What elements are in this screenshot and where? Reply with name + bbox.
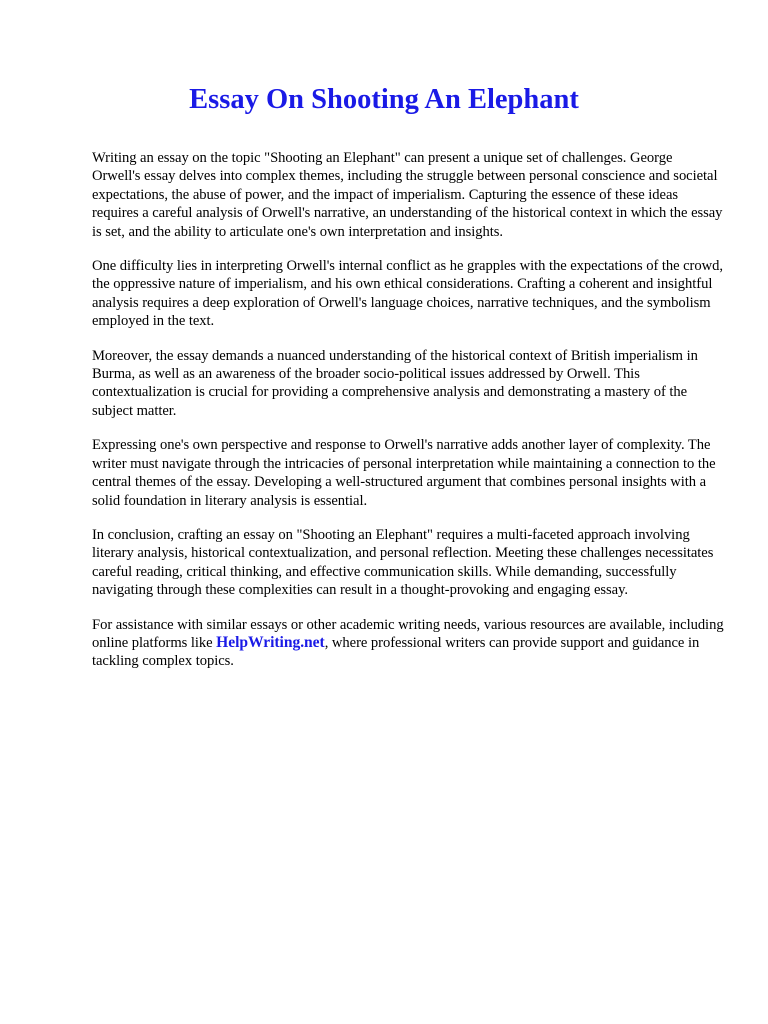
helpwriting-link[interactable]: HelpWriting.net (216, 633, 325, 651)
paragraph-resources (92, 616, 724, 671)
paragraph-difficulty: One difficulty lies in interpreting Orwell's internal conflict as he grapples with the expectations of the crowd, the oppressive nature of imperialism, and his own ethical considerations. Crafting a coherent and insightful analysis requires a deep exploration of Orwell's language choices, narrative techniques, and the symbolism employed in the text. (92, 258, 723, 330)
resources-text-after-link: , where professional writers can provide support and guidance in tackling complex topics. (92, 634, 700, 670)
paragraph-context: Moreover, the essay demands a nuanced understanding of the historical context of British imperialism in Burma, as well as an awareness of the broader socio-political issues addressed by Orwell. This contextualization is crucial for providing a comprehensive analysis and demonstrating a mastery of the subject matter. (92, 347, 698, 419)
paragraph-conclusion: In conclusion, crafting an essay on "Shooting an Elephant" requires a multi-faceted approach involving literary analysis, historical contextualization, and personal reflection. Meeting these challenges necessitates careful reading, critical thinking, and effective communication skills. While demanding, successfully navigating through these complexities can result in a thought-provoking and engaging essay. (92, 526, 714, 599)
resources-text-before-link: For assistance with similar essays or other academic writing needs, various resources are available, including online platforms like (92, 616, 724, 651)
paragraph-perspective: Expressing one's own perspective and response to Orwell's narrative adds another layer of complexity. The writer must navigate through the intricacies of personal interpretation while maintaining a connection to the central themes of the essay. Developing a well-structured argument that combines personal insights with a solid foundation in literary analysis is essential. (92, 437, 716, 509)
paragraph-intro: Writing an essay on the topic "Shooting an Elephant" can present a unique set of challenges. George Orwell's essay delves into complex themes, including the struggle between personal conscience and societal expectations, the abuse of power, and the impact of imperialism. Capturing the essence of these ideas requires a careful analysis of Orwell's narrative, an understanding of the historical context in which the essay is set, and the ability to articulate one's own interpretation and insights. (92, 150, 723, 240)
page-title: Essay On Shooting An Elephant (189, 84, 579, 115)
